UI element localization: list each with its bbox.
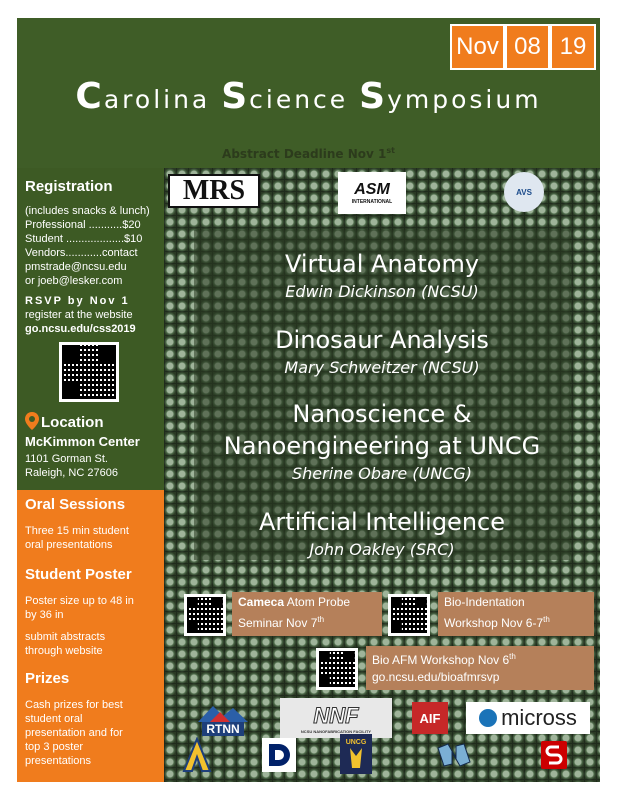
registration-line: Student ...................$10 [25,233,143,245]
prizes-text: top 3 poster [25,741,84,753]
location-street: 1101 Gorman St. [25,453,108,465]
avs-logo [504,172,544,212]
asm-logo-sub: INTERNATIONAL [351,199,393,205]
deadline-suffix: st [386,146,395,155]
unc-logo [432,738,476,772]
poster [17,18,600,782]
bio-afm-qr-code [316,648,358,690]
bio-indentation-box [438,592,594,636]
deadline-text: Abstract Deadline Nov 1 [222,147,387,161]
talk-speaker: Edwin Dickinson (NCSU) [285,282,479,301]
sidebar-sessions [17,490,164,782]
micross-logo-text: micross [501,705,577,730]
bio-ind-line2: Workshop Nov 6-7 [444,616,544,630]
oral-text: oral presentations [25,539,113,551]
ncat-logo [180,736,214,774]
registration-line: (includes snacks & lunch) [25,205,150,217]
cameca-sup: th [317,615,325,624]
oral-heading: Oral Sessions [25,496,126,513]
cameca-line2: Seminar Nov 7 [238,616,318,630]
ncstate-logo [538,738,570,772]
duke-logo [262,738,296,772]
registration-qr-code [59,342,119,402]
poster-text: Poster size up to 48 in [25,595,134,607]
cameca-bold: Cameca [238,595,285,609]
aif-logo-text: AIF [419,710,441,726]
title-initial-c: C [75,76,104,117]
location-venue: McKimmon Center [25,434,140,449]
poster-text: submit abstracts [25,631,106,643]
registration-line: Professional ...........$20 [25,219,141,231]
bio-afm-box [366,646,594,690]
talk-speaker: John Oakley (SRC) [309,540,455,559]
bio-indentation-qr-code [388,594,430,636]
cameca-qr-code [184,594,226,636]
header [17,18,600,168]
poster-text: through website [25,645,103,657]
talk-speaker: Mary Schweitzer (NCSU) [284,358,480,377]
mrs-logo-text: MRS [182,175,246,206]
bio-ind-sup: th [543,615,550,624]
location-city: Raleigh, NC 27606 [25,467,118,479]
afm-line1: Bio AFM Workshop Nov 6 [372,653,510,667]
location-pin-icon [25,412,39,430]
talk-speaker: Sherine Obare (UNCG) [291,464,473,483]
rtnn-logo [190,702,256,738]
prizes-text: Cash prizes for best [25,699,123,711]
poster-heading: Student Poster [25,566,132,583]
afm-sup: th [509,652,516,661]
talk-title: Dinosaur Analysis [275,326,489,354]
date-day: 08 [505,24,550,70]
sidebar-info [17,168,164,490]
cameca-rest: Atom Probe [284,595,351,609]
nnf-logo [280,698,392,738]
cameca-seminar-box [232,592,382,636]
rtnn-mountain-icon [198,704,248,722]
location-heading: Location [41,414,104,431]
prizes-text: presentations [25,755,92,767]
uncg-logo-text: UNCG [345,738,367,746]
avs-logo-text: AVS [516,187,532,197]
registration-email: pmstrade@ncsu.edu [25,261,127,273]
title-rest-1: arolina [103,85,222,114]
talk-title: Virtual Anatomy [284,250,480,278]
registration-email: or joeb@lesker.com [25,275,123,287]
micross-logo [466,702,590,734]
poster-text: by 36 in [25,609,64,621]
symposium-title [17,76,600,117]
rsvp-heading: RSVP by Nov 1 [25,295,130,307]
registration-line: Vendors............contact [25,247,138,259]
bio-ind-line1: Bio-Indentation [444,595,525,609]
talk-title: Nanoscience & [292,400,472,428]
talk-title: Artificial Intelligence [259,508,505,536]
nnf-logo-text: NNF [313,702,359,728]
asm-logo-text: ASM [354,181,390,198]
rsvp-url[interactable]: go.ncsu.edu/css2019 [25,323,136,335]
main-panel [164,168,600,782]
date-year: 19 [550,24,596,70]
micross-mark-icon [479,709,497,727]
rtnn-logo-text: RTNN [202,722,243,736]
prizes-text: presentation and for [25,727,123,739]
registration-heading: Registration [25,178,113,195]
rsvp-line: register at the website [25,309,133,321]
afm-url[interactable]: go.ncsu.edu/bioafmrsvp [372,670,500,684]
title-rest-2: cience [249,85,360,114]
title-rest-3: ymposium [387,85,542,114]
nnf-logo-sub: NCSU NANOFABRICATION FACILITY [300,728,372,734]
oral-text: Three 15 min student [25,525,129,537]
title-initial-s2: S [359,76,388,117]
aif-logo [412,702,448,734]
date-month: Nov [450,24,505,70]
mrs-logo [168,174,260,208]
abstract-deadline [17,146,600,161]
asm-logo [338,172,406,214]
uncg-logo [340,734,372,774]
prizes-text: student oral [25,713,83,725]
title-initial-s1: S [221,76,250,117]
talk-title: Nanoengineering at UNCG [223,432,541,460]
prizes-heading: Prizes [25,670,70,687]
